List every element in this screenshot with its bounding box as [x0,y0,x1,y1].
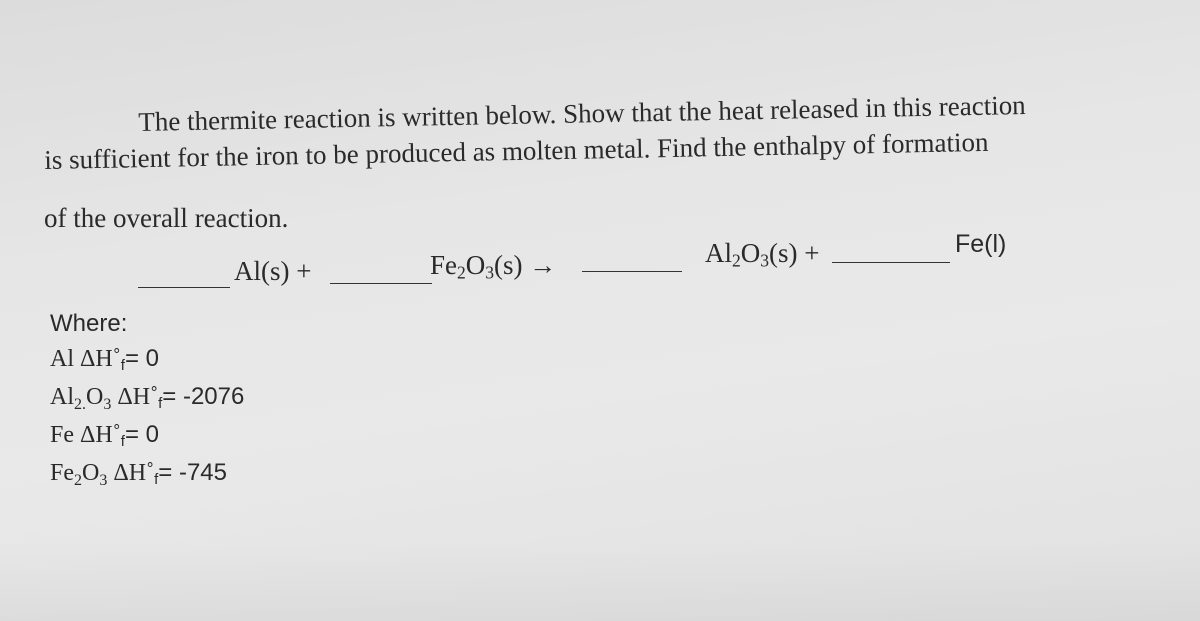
given-species: Al [50,384,74,410]
given-species-sub-1: 2 [74,472,82,489]
question-line-3: of the overall reaction. [44,203,289,233]
given-species: Al [50,346,74,372]
formation-subscript: f [158,395,163,412]
given-value: = 0 [124,345,159,372]
equation-term-fe2o3 [430,249,556,281]
fe2o3-sub-2: 2 [457,262,466,283]
formation-subscript: f [120,357,125,374]
coefficient-blank-fe2o3 [330,283,432,284]
coefficient-blank-al2o3 [582,271,682,272]
equation-term-fe-liquid: Fe(l) [955,230,1007,258]
al2o3-sub-3: 3 [760,250,770,271]
delta-h-symbol: ΔH˚ [113,460,155,486]
given-species-sub-2: 3 [99,472,108,489]
equation-term-al2o3 [705,237,820,269]
coefficient-blank-fe [832,262,950,263]
al2o3-state: (s) + [769,238,820,268]
given-value: = -2076 [162,383,245,410]
formation-subscript: f [154,471,159,488]
fe2o3-sub-3: 3 [485,262,495,283]
delta-h-symbol: ΔH˚ [80,422,121,448]
coefficient-blank-al [138,287,230,288]
given-species-mid: O [86,384,104,410]
fe2o3-fe: Fe [430,250,457,280]
given-row-fe [50,420,159,457]
question-line-2: is sufficient for the iron to be produced as molten metal. Find the enthalpy of formation [44,126,989,175]
paper-shadow [0,540,1200,621]
given-row-fe2o3 [50,458,227,496]
given-row-al2o3 [50,382,244,420]
where-heading: Where: [50,310,128,337]
given-value: = -745 [158,459,227,486]
given-row-al [50,344,159,381]
given-species-sub-2: 3 [103,396,112,413]
fe2o3-o: O [465,250,486,280]
given-species: Fe [50,422,74,448]
given-species-mid: O [82,460,100,486]
question-line-1: The thermite reaction is written below. Show that the heat released in this reaction [138,89,1026,137]
fe2o3-state-arrow: (s) → [494,250,557,280]
equation-term-al: Al(s) + [234,256,312,286]
delta-h-symbol: ΔH˚ [117,384,159,410]
al2o3-o: O [740,238,761,268]
al2o3-al: Al [705,238,732,268]
formation-subscript: f [120,433,125,450]
given-species-sub-1: 2. [74,396,86,413]
delta-h-symbol: ΔH˚ [80,346,121,372]
given-value: = 0 [124,421,159,448]
al2o3-sub-2: 2 [732,250,741,271]
given-species: Fe [50,460,74,486]
